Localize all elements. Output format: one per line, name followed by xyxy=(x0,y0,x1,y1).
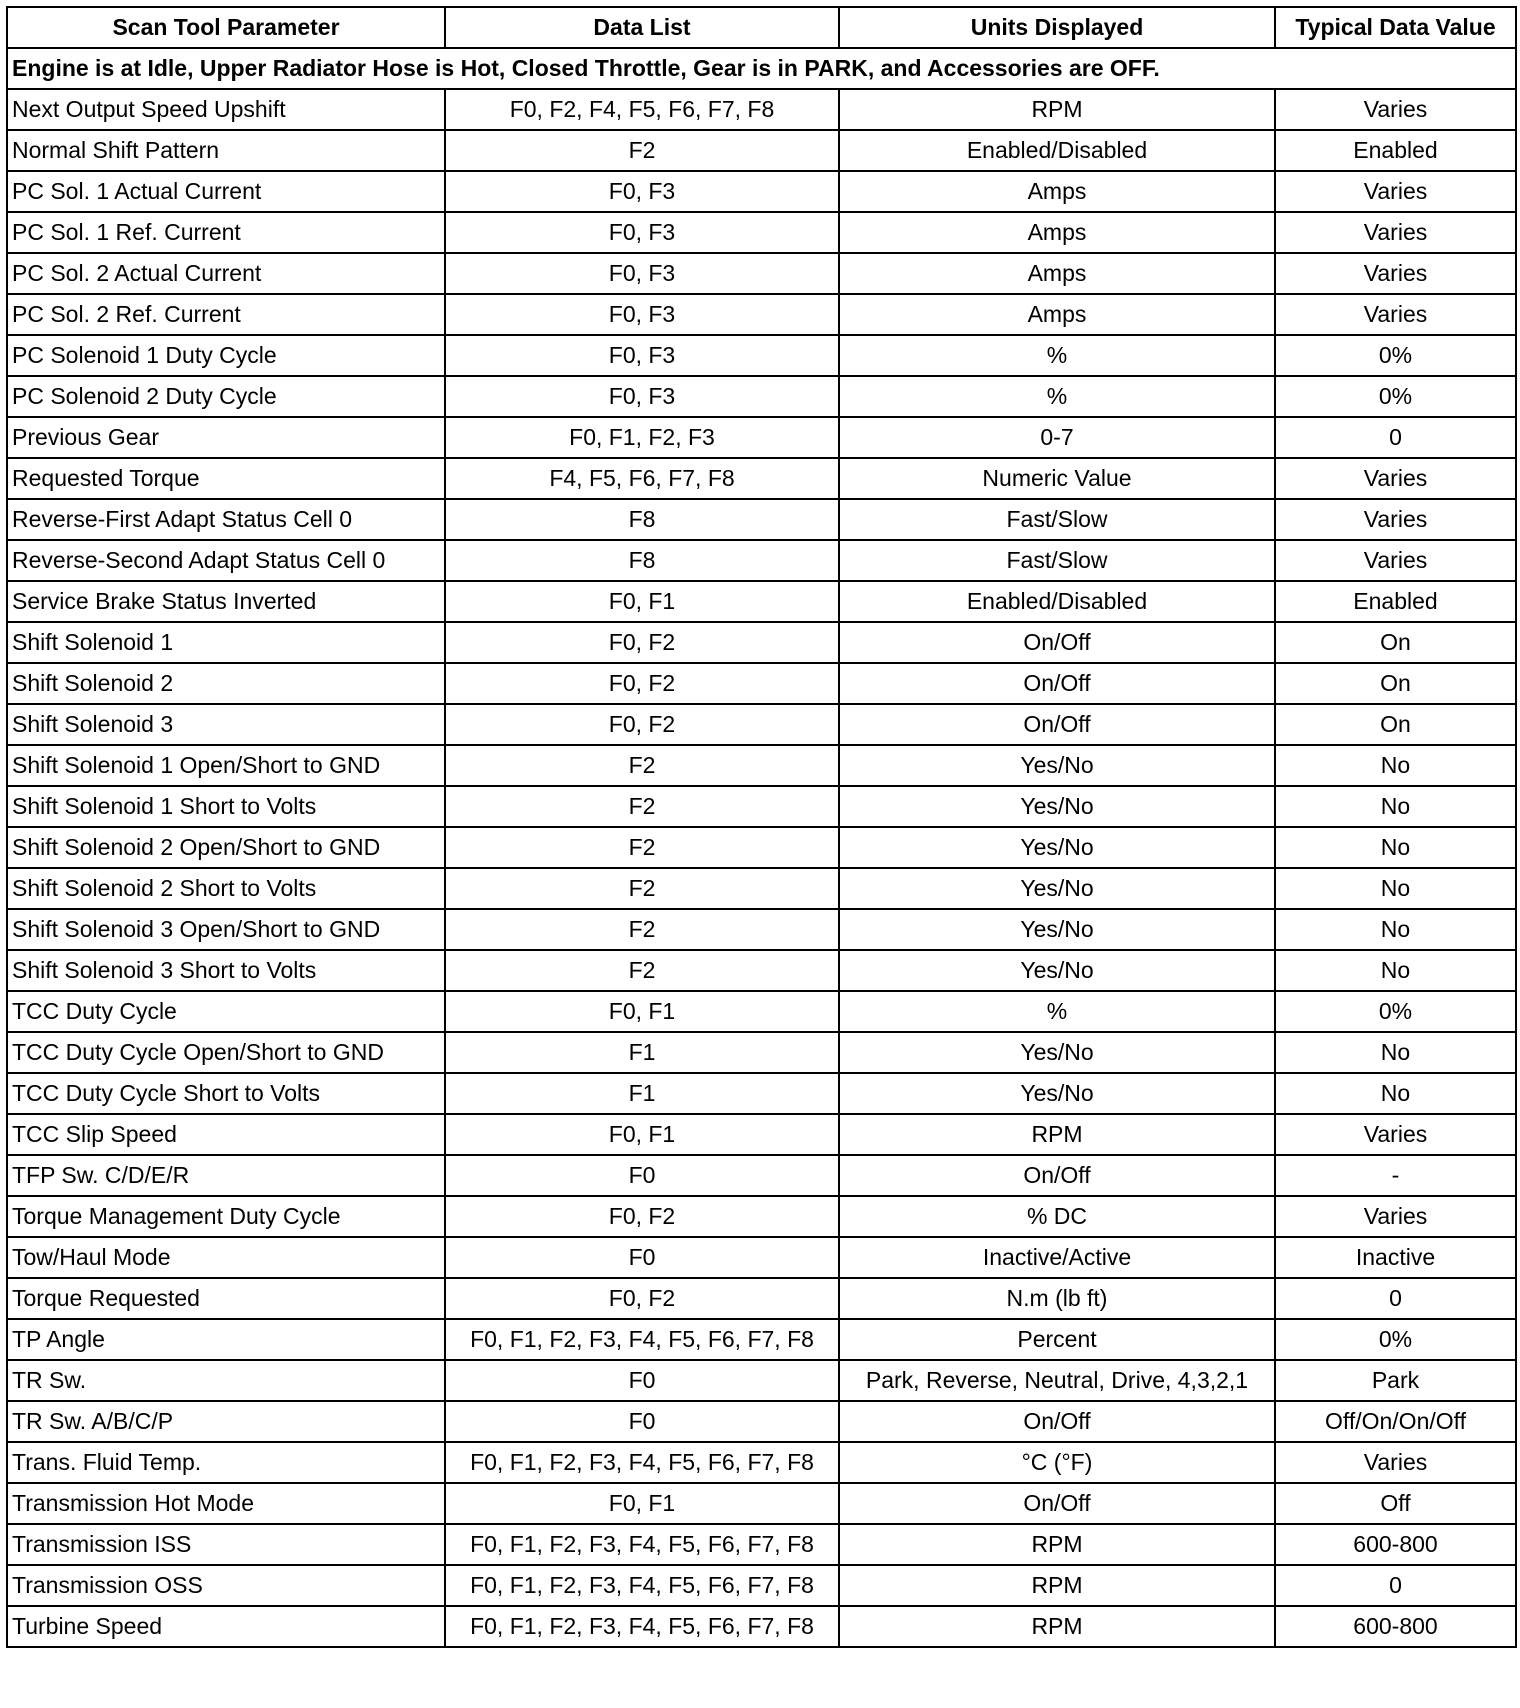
table-row xyxy=(7,253,1516,294)
typical-value-cell: 0 xyxy=(1275,1565,1516,1606)
parameter-cell: TFP Sw. C/D/E/R xyxy=(7,1155,445,1196)
parameter-cell: TP Angle xyxy=(7,1319,445,1360)
parameter-cell: Shift Solenoid 2 Short to Volts xyxy=(7,868,445,909)
units-cell: RPM xyxy=(839,89,1275,130)
units-cell: % xyxy=(839,991,1275,1032)
typical-value-cell: Off xyxy=(1275,1483,1516,1524)
table-row xyxy=(7,171,1516,212)
data-list-cell: F0, F1 xyxy=(445,1483,839,1524)
typical-value-cell: Varies xyxy=(1275,499,1516,540)
table-row xyxy=(7,335,1516,376)
header-data-list: Data List xyxy=(445,7,839,48)
data-list-cell: F0, F1, F2, F3, F4, F5, F6, F7, F8 xyxy=(445,1319,839,1360)
parameter-cell: TCC Duty Cycle xyxy=(7,991,445,1032)
typical-value-cell: On xyxy=(1275,622,1516,663)
data-list-cell: F2 xyxy=(445,786,839,827)
parameter-cell: Next Output Speed Upshift xyxy=(7,89,445,130)
parameter-cell: Torque Requested xyxy=(7,1278,445,1319)
table-row xyxy=(7,1401,1516,1442)
parameter-cell: Transmission OSS xyxy=(7,1565,445,1606)
data-list-cell: F1 xyxy=(445,1032,839,1073)
data-list-cell: F0, F1, F2, F3, F4, F5, F6, F7, F8 xyxy=(445,1442,839,1483)
table-row xyxy=(7,1237,1516,1278)
typical-value-cell: Varies xyxy=(1275,1114,1516,1155)
units-cell: Amps xyxy=(839,171,1275,212)
units-cell: Yes/No xyxy=(839,909,1275,950)
units-cell: RPM xyxy=(839,1114,1275,1155)
parameter-cell: TCC Slip Speed xyxy=(7,1114,445,1155)
header-row xyxy=(7,7,1516,48)
units-cell: Yes/No xyxy=(839,827,1275,868)
header-units-displayed: Units Displayed xyxy=(839,7,1275,48)
typical-value-cell: 0% xyxy=(1275,335,1516,376)
units-cell: Enabled/Disabled xyxy=(839,581,1275,622)
typical-value-cell: 600-800 xyxy=(1275,1524,1516,1565)
units-cell: On/Off xyxy=(839,663,1275,704)
data-list-cell: F0, F3 xyxy=(445,212,839,253)
data-list-cell: F0, F3 xyxy=(445,335,839,376)
units-cell: Inactive/Active xyxy=(839,1237,1275,1278)
units-cell: Park, Reverse, Neutral, Drive, 4,3,2,1 xyxy=(839,1360,1275,1401)
data-list-cell: F0, F1, F2, F3, F4, F5, F6, F7, F8 xyxy=(445,1524,839,1565)
data-list-cell: F0, F3 xyxy=(445,171,839,212)
units-cell: % xyxy=(839,335,1275,376)
typical-value-cell: Varies xyxy=(1275,1196,1516,1237)
parameter-cell: PC Sol. 1 Ref. Current xyxy=(7,212,445,253)
table-row xyxy=(7,991,1516,1032)
parameter-cell: Service Brake Status Inverted xyxy=(7,581,445,622)
typical-value-cell: On xyxy=(1275,663,1516,704)
typical-value-cell: - xyxy=(1275,1155,1516,1196)
units-cell: On/Off xyxy=(839,1483,1275,1524)
units-cell: RPM xyxy=(839,1524,1275,1565)
typical-value-cell: No xyxy=(1275,1032,1516,1073)
typical-value-cell: 0 xyxy=(1275,1278,1516,1319)
parameter-cell: Shift Solenoid 2 xyxy=(7,663,445,704)
units-cell: Yes/No xyxy=(839,745,1275,786)
data-list-cell: F0, F2 xyxy=(445,622,839,663)
data-list-cell: F0, F3 xyxy=(445,253,839,294)
parameter-cell: Previous Gear xyxy=(7,417,445,458)
parameter-cell: PC Solenoid 2 Duty Cycle xyxy=(7,376,445,417)
data-list-cell: F0 xyxy=(445,1155,839,1196)
table-row xyxy=(7,1360,1516,1401)
units-cell: On/Off xyxy=(839,704,1275,745)
typical-value-cell: Varies xyxy=(1275,212,1516,253)
table-row xyxy=(7,1442,1516,1483)
parameter-cell: TCC Duty Cycle Open/Short to GND xyxy=(7,1032,445,1073)
table-row xyxy=(7,1483,1516,1524)
parameter-cell: PC Sol. 2 Ref. Current xyxy=(7,294,445,335)
table-header xyxy=(7,7,1516,48)
table-row xyxy=(7,1155,1516,1196)
table-row xyxy=(7,417,1516,458)
parameter-cell: Reverse-Second Adapt Status Cell 0 xyxy=(7,540,445,581)
table-row xyxy=(7,1278,1516,1319)
typical-value-cell: No xyxy=(1275,1073,1516,1114)
typical-value-cell: Enabled xyxy=(1275,581,1516,622)
units-cell: Amps xyxy=(839,294,1275,335)
table-row xyxy=(7,581,1516,622)
data-list-cell: F1 xyxy=(445,1073,839,1114)
units-cell: Amps xyxy=(839,212,1275,253)
parameter-cell: Transmission Hot Mode xyxy=(7,1483,445,1524)
table-row xyxy=(7,909,1516,950)
parameter-cell: Shift Solenoid 3 xyxy=(7,704,445,745)
parameter-cell: PC Sol. 1 Actual Current xyxy=(7,171,445,212)
data-list-cell: F4, F5, F6, F7, F8 xyxy=(445,458,839,499)
typical-value-cell: Varies xyxy=(1275,1442,1516,1483)
typical-value-cell: Varies xyxy=(1275,458,1516,499)
table-row xyxy=(7,1114,1516,1155)
units-cell: RPM xyxy=(839,1565,1275,1606)
data-list-cell: F8 xyxy=(445,499,839,540)
table-row xyxy=(7,622,1516,663)
data-list-cell: F2 xyxy=(445,950,839,991)
units-cell: Amps xyxy=(839,253,1275,294)
data-list-cell: F0, F2, F4, F5, F6, F7, F8 xyxy=(445,89,839,130)
header-typical-data-value: Typical Data Value xyxy=(1275,7,1516,48)
parameter-cell: Requested Torque xyxy=(7,458,445,499)
typical-value-cell: Varies xyxy=(1275,253,1516,294)
data-list-cell: F0, F2 xyxy=(445,663,839,704)
typical-value-cell: Varies xyxy=(1275,294,1516,335)
table-row xyxy=(7,1319,1516,1360)
units-cell: Yes/No xyxy=(839,786,1275,827)
parameter-cell: PC Sol. 2 Actual Current xyxy=(7,253,445,294)
typical-value-cell: No xyxy=(1275,868,1516,909)
table-row xyxy=(7,1073,1516,1114)
table-body xyxy=(7,48,1516,1647)
data-list-cell: F2 xyxy=(445,827,839,868)
table-row xyxy=(7,540,1516,581)
parameter-cell: Shift Solenoid 3 Open/Short to GND xyxy=(7,909,445,950)
data-list-cell: F2 xyxy=(445,130,839,171)
units-cell: Fast/Slow xyxy=(839,499,1275,540)
units-cell: On/Off xyxy=(839,1401,1275,1442)
units-cell: Enabled/Disabled xyxy=(839,130,1275,171)
units-cell: RPM xyxy=(839,1606,1275,1647)
typical-value-cell: No xyxy=(1275,827,1516,868)
parameter-cell: Normal Shift Pattern xyxy=(7,130,445,171)
typical-value-cell: Varies xyxy=(1275,540,1516,581)
parameter-cell: PC Solenoid 1 Duty Cycle xyxy=(7,335,445,376)
parameter-cell: TR Sw. xyxy=(7,1360,445,1401)
units-cell: On/Off xyxy=(839,1155,1275,1196)
parameter-cell: Shift Solenoid 2 Open/Short to GND xyxy=(7,827,445,868)
parameter-cell: Shift Solenoid 1 Short to Volts xyxy=(7,786,445,827)
table-row xyxy=(7,458,1516,499)
table-row xyxy=(7,212,1516,253)
units-cell: Yes/No xyxy=(839,1032,1275,1073)
table-row xyxy=(7,1196,1516,1237)
units-cell: % DC xyxy=(839,1196,1275,1237)
parameter-cell: Shift Solenoid 1 Open/Short to GND xyxy=(7,745,445,786)
typical-value-cell: 0 xyxy=(1275,417,1516,458)
data-list-cell: F0, F3 xyxy=(445,376,839,417)
units-cell: N.m (lb ft) xyxy=(839,1278,1275,1319)
data-list-cell: F2 xyxy=(445,868,839,909)
parameter-cell: Transmission ISS xyxy=(7,1524,445,1565)
units-cell: Yes/No xyxy=(839,868,1275,909)
data-list-cell: F0, F1 xyxy=(445,991,839,1032)
table-row xyxy=(7,827,1516,868)
data-list-cell: F2 xyxy=(445,909,839,950)
typical-value-cell: Varies xyxy=(1275,171,1516,212)
table-row xyxy=(7,130,1516,171)
condition-text: Engine is at Idle, Upper Radiator Hose is Hot, Closed Throttle, Gear is in PARK, and Accessories are OFF. xyxy=(7,48,1516,89)
scan-tool-data-table xyxy=(6,6,1517,1648)
data-list-cell: F0, F1, F2, F3 xyxy=(445,417,839,458)
typical-value-cell: 0% xyxy=(1275,1319,1516,1360)
data-list-cell: F0, F1 xyxy=(445,1114,839,1155)
table-row xyxy=(7,1032,1516,1073)
table-row xyxy=(7,868,1516,909)
parameter-cell: Shift Solenoid 1 xyxy=(7,622,445,663)
typical-value-cell: 0% xyxy=(1275,376,1516,417)
units-cell: Percent xyxy=(839,1319,1275,1360)
typical-value-cell: No xyxy=(1275,909,1516,950)
typical-value-cell: No xyxy=(1275,745,1516,786)
parameter-cell: Turbine Speed xyxy=(7,1606,445,1647)
units-cell: On/Off xyxy=(839,622,1275,663)
parameter-cell: TCC Duty Cycle Short to Volts xyxy=(7,1073,445,1114)
table-row xyxy=(7,745,1516,786)
table-row xyxy=(7,376,1516,417)
typical-value-cell: Inactive xyxy=(1275,1237,1516,1278)
table-row xyxy=(7,294,1516,335)
data-list-cell: F0, F3 xyxy=(445,294,839,335)
condition-row xyxy=(7,48,1516,89)
data-list-cell: F0, F1, F2, F3, F4, F5, F6, F7, F8 xyxy=(445,1565,839,1606)
data-list-cell: F8 xyxy=(445,540,839,581)
parameter-cell: Reverse-First Adapt Status Cell 0 xyxy=(7,499,445,540)
typical-value-cell: No xyxy=(1275,950,1516,991)
units-cell: Yes/No xyxy=(839,950,1275,991)
table-row xyxy=(7,1565,1516,1606)
typical-value-cell: Park xyxy=(1275,1360,1516,1401)
parameter-cell: Torque Management Duty Cycle xyxy=(7,1196,445,1237)
data-list-cell: F0, F1 xyxy=(445,581,839,622)
typical-value-cell: Enabled xyxy=(1275,130,1516,171)
data-list-cell: F0 xyxy=(445,1360,839,1401)
table-row xyxy=(7,704,1516,745)
typical-value-cell: 0% xyxy=(1275,991,1516,1032)
typical-value-cell: On xyxy=(1275,704,1516,745)
table-row xyxy=(7,1524,1516,1565)
typical-value-cell: Off/On/On/Off xyxy=(1275,1401,1516,1442)
parameter-cell: Shift Solenoid 3 Short to Volts xyxy=(7,950,445,991)
parameter-cell: Tow/Haul Mode xyxy=(7,1237,445,1278)
data-list-cell: F2 xyxy=(445,745,839,786)
units-cell: % xyxy=(839,376,1275,417)
typical-value-cell: 600-800 xyxy=(1275,1606,1516,1647)
units-cell: Yes/No xyxy=(839,1073,1275,1114)
parameter-cell: Trans. Fluid Temp. xyxy=(7,1442,445,1483)
parameter-cell: TR Sw. A/B/C/P xyxy=(7,1401,445,1442)
table-row xyxy=(7,663,1516,704)
data-list-cell: F0, F2 xyxy=(445,1278,839,1319)
data-list-cell: F0, F2 xyxy=(445,1196,839,1237)
typical-value-cell: No xyxy=(1275,786,1516,827)
units-cell: Fast/Slow xyxy=(839,540,1275,581)
header-scan-tool-parameter: Scan Tool Parameter xyxy=(7,7,445,48)
table-row xyxy=(7,1606,1516,1647)
units-cell: °C (°F) xyxy=(839,1442,1275,1483)
data-list-cell: F0, F1, F2, F3, F4, F5, F6, F7, F8 xyxy=(445,1606,839,1647)
table-row xyxy=(7,950,1516,991)
table-row xyxy=(7,786,1516,827)
data-list-cell: F0 xyxy=(445,1237,839,1278)
units-cell: 0-7 xyxy=(839,417,1275,458)
units-cell: Numeric Value xyxy=(839,458,1275,499)
data-list-cell: F0, F2 xyxy=(445,704,839,745)
table-row xyxy=(7,499,1516,540)
typical-value-cell: Varies xyxy=(1275,89,1516,130)
table-row xyxy=(7,89,1516,130)
data-list-cell: F0 xyxy=(445,1401,839,1442)
